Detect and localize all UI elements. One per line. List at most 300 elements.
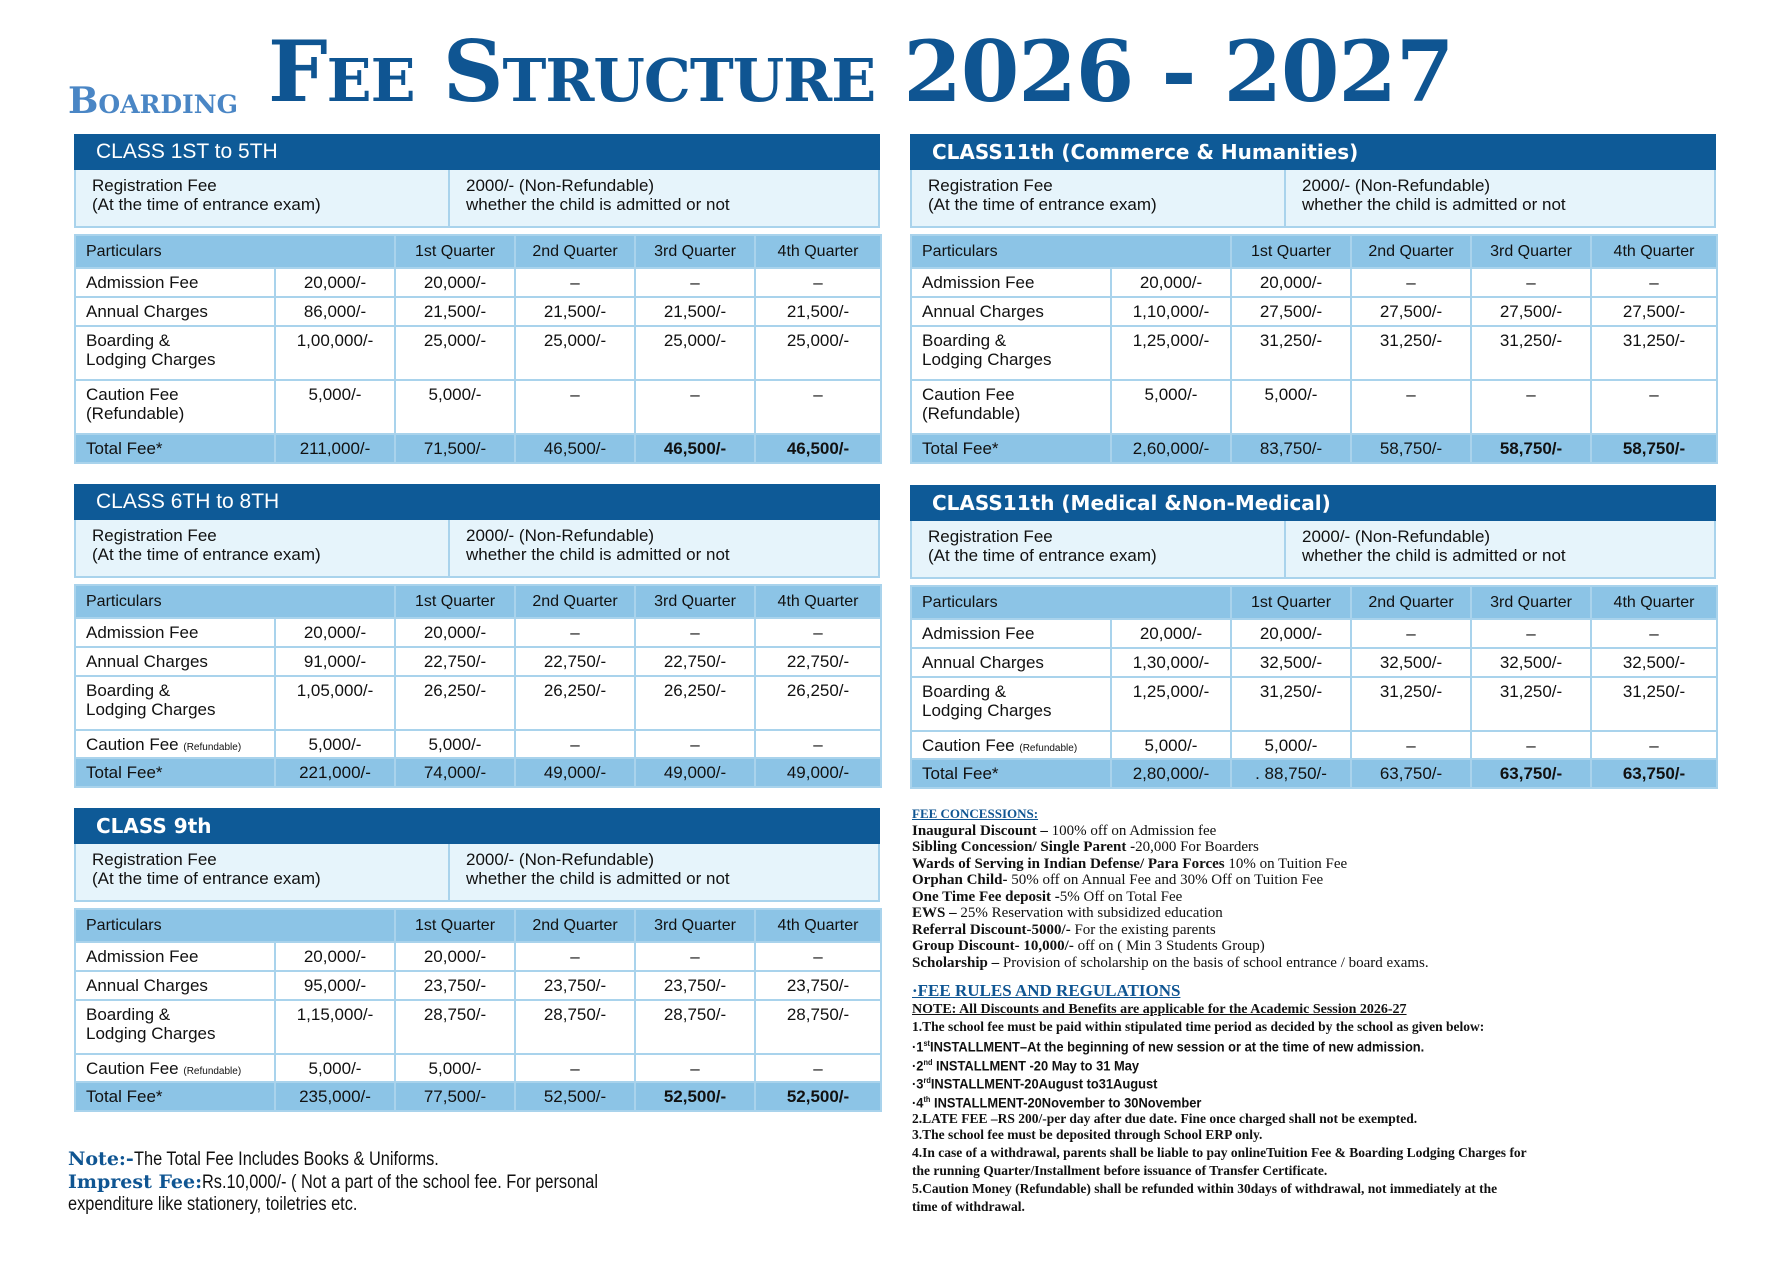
registration-label-line: Registration Fee — [92, 526, 217, 545]
row-label — [75, 676, 275, 730]
total-value: 49,000/- — [515, 758, 635, 787]
block-title: CLASS11th (Medical &Non-Medical) — [910, 485, 1716, 521]
row-label-note: (Refundable) — [1019, 743, 1078, 754]
registration-label — [76, 844, 450, 900]
row-label-line: Admission Fee — [922, 624, 1035, 643]
row-label — [75, 942, 275, 971]
table-row — [911, 326, 1717, 380]
registration-label-line: (At the time of entrance exam) — [92, 869, 321, 888]
row-value: – — [635, 268, 755, 297]
registration-value-line: 2000/- (Non-Refundable) — [466, 176, 655, 195]
installment-list — [912, 1036, 1752, 1111]
header-quarter-4: 4th Quarter — [1591, 235, 1717, 268]
fee-notes — [68, 1148, 663, 1216]
fee-block-class-11-commerce — [910, 134, 1716, 464]
row-value: – — [1591, 380, 1717, 434]
row-value: – — [635, 730, 755, 758]
registration-label — [912, 170, 1286, 226]
fee-table — [74, 234, 882, 464]
row-value: 31,250/- — [1471, 326, 1591, 380]
row-value: 32,500/- — [1591, 648, 1717, 677]
header-quarter-2: 2nd Quarter — [1351, 235, 1471, 268]
fee-table — [74, 584, 882, 788]
row-value: – — [1591, 731, 1717, 759]
row-value: 25,000/- — [635, 326, 755, 380]
block-title: CLASS11th (Commerce & Humanities) — [910, 134, 1716, 170]
row-value: 5,000/- — [395, 1054, 515, 1082]
fee-rules — [912, 980, 1752, 1216]
row-label — [75, 297, 275, 326]
row-value: 5,000/- — [1111, 731, 1231, 759]
row-value: 32,500/- — [1471, 648, 1591, 677]
imprest-line-2 — [68, 1194, 663, 1216]
header-particulars: Particulars — [75, 235, 395, 268]
registration-label-line: Registration Fee — [92, 176, 217, 195]
concession-item — [912, 823, 1752, 840]
rule-1: 1.The school fee must be paid within stipulated time period as decided by the school as given below: — [912, 1019, 1485, 1034]
registration-value-line: whether the child is admitted or not — [1302, 546, 1566, 565]
fee-table — [910, 234, 1718, 464]
row-label-line: Lodging Charges — [86, 350, 216, 369]
header-quarter-4: 4th Quarter — [1591, 586, 1717, 619]
header-quarter-3: 3rd Quarter — [635, 909, 755, 942]
row-label-line: Boarding & — [922, 331, 1007, 350]
row-label — [75, 1054, 275, 1082]
installment-item — [912, 1073, 1685, 1092]
installment-ordinal: rd — [923, 1076, 931, 1086]
total-label: Total Fee* — [75, 1082, 275, 1111]
row-value: – — [755, 942, 881, 971]
row-value: 31,250/- — [1231, 677, 1351, 731]
header-particulars: Particulars — [911, 235, 1231, 268]
registration-label-line: Registration Fee — [928, 176, 1053, 195]
row-label-line: Lodging Charges — [86, 1024, 216, 1043]
header-particulars: Particulars — [75, 909, 395, 942]
concession-name: Sibling Concession/ Single Parent - — [912, 839, 1136, 855]
installment-number: ·1 — [912, 1038, 924, 1055]
header-particulars: Particulars — [911, 586, 1231, 619]
registration-value — [1286, 170, 1582, 226]
table-row — [911, 380, 1717, 434]
row-value: 20,000/- — [395, 268, 515, 297]
total-value: 2,80,000/- — [1111, 759, 1231, 788]
row-value: – — [1471, 731, 1591, 759]
installment-item — [912, 1055, 1685, 1074]
concession-item — [912, 955, 1752, 972]
row-value: 26,250/- — [755, 676, 881, 730]
row-value: – — [1591, 268, 1717, 297]
row-label-line: Admission Fee — [86, 273, 199, 292]
installment-item — [912, 1036, 1685, 1055]
total-value: 49,000/- — [635, 758, 755, 787]
table-row — [911, 648, 1717, 677]
row-label — [75, 380, 275, 434]
row-value: 1,25,000/- — [1111, 677, 1231, 731]
row-value: – — [1351, 268, 1471, 297]
row-value: 1,10,000/- — [1111, 297, 1231, 326]
row-value: – — [635, 380, 755, 434]
row-value: 91,000/- — [275, 647, 395, 676]
row-label-note: (Refundable) — [183, 1066, 242, 1077]
row-value: 1,00,000/- — [275, 326, 395, 380]
row-label — [911, 380, 1111, 434]
registration-value-line: 2000/- (Non-Refundable) — [466, 850, 655, 869]
total-label: Total Fee* — [911, 434, 1111, 463]
installment-number: ·2 — [912, 1057, 924, 1074]
block-title: CLASS 6TH to 8TH — [74, 484, 880, 520]
header-quarter-4: 4th Quarter — [755, 909, 881, 942]
imprest-text: Rs.10,000/- ( Not a part of the school fee. For personal — [202, 1172, 599, 1193]
row-label-line: Boarding & — [86, 331, 171, 350]
header-quarter-3: 3rd Quarter — [635, 585, 755, 618]
installment-text: INSTALLMENT-20August to31August — [930, 1075, 1158, 1092]
row-value: 5,000/- — [1231, 731, 1351, 759]
note-label: Note:- — [68, 1148, 134, 1170]
registration-label-line: (At the time of entrance exam) — [928, 195, 1157, 214]
row-label-line: Boarding & — [86, 1005, 171, 1024]
row-label-line: Annual Charges — [922, 653, 1044, 672]
row-label — [911, 619, 1111, 648]
concession-name: EWS – — [912, 905, 957, 921]
installment-text: INSTALLMENT-20November to 30November — [930, 1094, 1202, 1111]
table-row — [75, 676, 881, 730]
registration-value-line: whether the child is admitted or not — [1302, 195, 1566, 214]
table-row — [75, 942, 881, 971]
row-label-line: Lodging Charges — [86, 700, 216, 719]
concession-detail: For the existing parents — [1070, 921, 1216, 938]
total-label: Total Fee* — [75, 758, 275, 787]
row-value: 22,750/- — [635, 647, 755, 676]
row-value: 20,000/- — [275, 942, 395, 971]
total-value: 235,000/- — [275, 1082, 395, 1111]
header-quarter-1: 1st Quarter — [1231, 586, 1351, 619]
row-label-line: Admission Fee — [86, 947, 199, 966]
row-value: 28,750/- — [635, 1000, 755, 1054]
row-label-line: (Refundable) — [922, 404, 1021, 423]
registration-row — [74, 520, 880, 578]
row-value: 5,000/- — [275, 1054, 395, 1082]
row-value: 25,000/- — [755, 326, 881, 380]
header-quarter-3: 3rd Quarter — [635, 235, 755, 268]
table-row — [911, 677, 1717, 731]
rule-2: 2.LATE FEE –RS 200/-per day after due date. Fine once charged shall not be exempted. — [912, 1110, 1418, 1126]
installment-ordinal: nd — [923, 1057, 933, 1067]
row-value: 23,750/- — [635, 971, 755, 1000]
total-value: . 88,750/- — [1231, 759, 1351, 788]
fee-block-class-9 — [74, 808, 880, 1112]
total-row — [911, 759, 1717, 788]
concession-name: One Time Fee deposit - — [912, 888, 1060, 905]
total-value: 58,750/- — [1591, 434, 1717, 463]
total-value: 83,750/- — [1231, 434, 1351, 463]
registration-label — [76, 520, 450, 576]
concession-detail: 50% off on Annual Fee and 30% Off on Tuition Fee — [1007, 872, 1324, 888]
table-row — [911, 297, 1717, 326]
total-row — [75, 1082, 881, 1111]
table-header-row — [75, 585, 881, 618]
concession-item — [912, 856, 1752, 873]
row-value: – — [1471, 380, 1591, 434]
total-value: 74,000/- — [395, 758, 515, 787]
row-value: 26,250/- — [635, 676, 755, 730]
block-title: CLASS 1ST to 5TH — [74, 134, 880, 170]
concession-item — [912, 872, 1752, 889]
row-label-line: (Refundable) — [86, 404, 185, 423]
row-value: 25,000/- — [515, 326, 635, 380]
row-value: 27,500/- — [1231, 297, 1351, 326]
imprest-label: Imprest Fee: — [68, 1171, 203, 1193]
row-value: – — [755, 1054, 881, 1082]
rule-5b: time of withdrawal. — [912, 1198, 1025, 1214]
table-header-row — [75, 909, 881, 942]
table-row — [75, 268, 881, 297]
total-value: 71,500/- — [395, 434, 515, 463]
row-label-line: Annual Charges — [86, 652, 208, 671]
imprest-line — [68, 1171, 663, 1194]
table-header-row — [75, 235, 881, 268]
row-label-line: Annual Charges — [922, 302, 1044, 321]
row-value: 27,500/- — [1471, 297, 1591, 326]
table-row — [75, 971, 881, 1000]
registration-value-line: 2000/- (Non-Refundable) — [1302, 527, 1491, 546]
row-label — [75, 971, 275, 1000]
concession-detail: 100% off on Admission fee — [1047, 822, 1217, 839]
row-value: 5,000/- — [1111, 380, 1231, 434]
row-label-line: Boarding & — [86, 681, 171, 700]
row-value: – — [755, 268, 881, 297]
row-value: 31,250/- — [1591, 677, 1717, 731]
row-value: 95,000/- — [275, 971, 395, 1000]
registration-row — [74, 844, 880, 902]
registration-row — [910, 521, 1716, 579]
row-value: 28,750/- — [515, 1000, 635, 1054]
table-header-row — [911, 235, 1717, 268]
row-value: – — [515, 380, 635, 434]
row-label — [75, 647, 275, 676]
row-label — [911, 731, 1111, 759]
total-value: 52,500/- — [635, 1082, 755, 1111]
block-title: CLASS 9th — [74, 808, 880, 844]
header-quarter-2: 2nd Quarter — [515, 585, 635, 618]
rule-3: 3.The school fee must be deposited through School ERP only. — [912, 1126, 1263, 1142]
table-row — [75, 730, 881, 758]
concession-name: Orphan Child- — [912, 872, 1008, 888]
row-value: 5,000/- — [395, 380, 515, 434]
table-header-row — [911, 586, 1717, 619]
table-row — [75, 1000, 881, 1054]
total-value: 63,750/- — [1471, 759, 1591, 788]
row-value: 20,000/- — [275, 268, 395, 297]
rules-title: ·FEE RULES AND REGULATIONS — [912, 981, 1181, 1000]
installment-text: INSTALLMENT -20 May to 31 May — [932, 1057, 1140, 1074]
registration-label-line: Registration Fee — [928, 527, 1053, 546]
rule-4a: 4.In case of a withdrawal, parents shall be liable to pay onlineTuition Fee & Boarding Lodging Charges for — [912, 1144, 1527, 1160]
row-value: 20,000/- — [275, 618, 395, 647]
heading-boarding: Boarding — [68, 80, 238, 122]
row-value: 20,000/- — [1231, 619, 1351, 648]
header-particulars: Particulars — [75, 585, 395, 618]
row-value: 20,000/- — [395, 618, 515, 647]
row-label — [75, 268, 275, 297]
concession-name: Referral Discount-5000/- — [912, 921, 1071, 938]
row-value: 23,750/- — [395, 971, 515, 1000]
concession-detail: 25% Reservation with subsidized education — [956, 905, 1223, 921]
row-value: 21,500/- — [515, 297, 635, 326]
total-value: 58,750/- — [1471, 434, 1591, 463]
concession-detail: 10% on Tuition Fee — [1224, 855, 1348, 872]
concessions-list — [912, 823, 1752, 972]
row-label-line: Caution Fee — [922, 736, 1015, 755]
row-value: 27,500/- — [1351, 297, 1471, 326]
row-value: – — [1591, 619, 1717, 648]
total-value: 46,500/- — [635, 434, 755, 463]
installment-item — [912, 1092, 1685, 1111]
concession-item — [912, 922, 1752, 939]
fee-block-class-1-5 — [74, 134, 880, 464]
row-value: 31,250/- — [1351, 326, 1471, 380]
row-value: 31,250/- — [1231, 326, 1351, 380]
fee-block-class-11-medical — [910, 485, 1716, 789]
installment-text: INSTALLMENT–At the beginning of new session or at the time of new admission. — [930, 1038, 1425, 1055]
concession-item — [912, 905, 1752, 922]
row-value: 21,500/- — [635, 297, 755, 326]
row-label — [911, 326, 1111, 380]
row-value: 32,500/- — [1231, 648, 1351, 677]
row-label-line: Boarding & — [922, 682, 1007, 701]
row-value: 5,000/- — [1231, 380, 1351, 434]
header-quarter-3: 3rd Quarter — [1471, 586, 1591, 619]
row-value: 86,000/- — [275, 297, 395, 326]
row-value: 23,750/- — [515, 971, 635, 1000]
concession-detail: 20,000 For Boarders — [1135, 839, 1259, 855]
concession-item — [912, 839, 1752, 856]
header-quarter-2: 2nd Quarter — [1351, 586, 1471, 619]
header-quarter-3: 3rd Quarter — [1471, 235, 1591, 268]
row-label-line: Caution Fee — [86, 385, 179, 404]
total-value: 63,750/- — [1351, 759, 1471, 788]
total-row — [75, 758, 881, 787]
concessions-title: FEE CONCESSIONS: — [912, 806, 1039, 821]
concession-name: Inaugural Discount – — [912, 822, 1048, 839]
row-label-line: Caution Fee — [86, 735, 179, 754]
row-value: – — [755, 380, 881, 434]
row-value: 25,000/- — [395, 326, 515, 380]
row-value: – — [1471, 619, 1591, 648]
header-quarter-1: 1st Quarter — [1231, 235, 1351, 268]
concession-item — [912, 938, 1752, 955]
concession-name: Wards of Serving in Indian Defense/ Para Forces — [912, 855, 1225, 872]
row-label — [911, 268, 1111, 297]
registration-label-line: Registration Fee — [92, 850, 217, 869]
row-value: 27,500/- — [1591, 297, 1717, 326]
fee-block-class-6-8 — [74, 484, 880, 788]
row-value: 20,000/- — [1111, 619, 1231, 648]
registration-label-line: (At the time of entrance exam) — [928, 546, 1157, 565]
table-row — [75, 618, 881, 647]
table-row — [75, 297, 881, 326]
table-row — [911, 731, 1717, 759]
registration-value-line: whether the child is admitted or not — [466, 195, 730, 214]
row-value: 20,000/- — [395, 942, 515, 971]
row-value: 20,000/- — [1111, 268, 1231, 297]
row-value: 28,750/- — [395, 1000, 515, 1054]
row-value: 20,000/- — [1231, 268, 1351, 297]
total-row — [75, 434, 881, 463]
registration-label-line: (At the time of entrance exam) — [92, 545, 321, 564]
row-value: – — [755, 618, 881, 647]
fee-table — [910, 585, 1718, 789]
total-value: 2,60,000/- — [1111, 434, 1231, 463]
total-value: 52,500/- — [755, 1082, 881, 1111]
row-label-line: Lodging Charges — [922, 350, 1052, 369]
total-value: 46,500/- — [515, 434, 635, 463]
total-value: 63,750/- — [1591, 759, 1717, 788]
total-value: 221,000/- — [275, 758, 395, 787]
row-value: – — [1351, 731, 1471, 759]
row-value: 22,750/- — [395, 647, 515, 676]
header-quarter-1: 1st Quarter — [395, 235, 515, 268]
row-label-line: Admission Fee — [86, 623, 199, 642]
installment-ordinal: th — [923, 1094, 931, 1104]
note-text: The Total Fee Includes Books & Uniforms. — [133, 1149, 439, 1170]
row-label — [75, 730, 275, 758]
row-value: 22,750/- — [515, 647, 635, 676]
row-value: – — [515, 942, 635, 971]
registration-row — [74, 170, 880, 228]
table-row — [911, 268, 1717, 297]
row-value: 1,30,000/- — [1111, 648, 1231, 677]
total-value: 49,000/- — [755, 758, 881, 787]
total-label: Total Fee* — [75, 434, 275, 463]
row-value: 21,500/- — [755, 297, 881, 326]
row-label-line: Caution Fee — [922, 385, 1015, 404]
row-value: – — [635, 1054, 755, 1082]
fee-concessions — [912, 806, 1752, 971]
concession-name: Group Discount- 10,000/- — [912, 938, 1074, 954]
fee-table — [74, 908, 882, 1112]
registration-value-line: whether the child is admitted or not — [466, 869, 730, 888]
header-quarter-2: 2nd Quarter — [515, 235, 635, 268]
registration-label — [76, 170, 450, 226]
row-value: 22,750/- — [755, 647, 881, 676]
row-value: 5,000/- — [395, 730, 515, 758]
table-row — [75, 326, 881, 380]
rule-4b: the running Quarter/Installment before issuance of Transfer Certificate. — [912, 1162, 1328, 1178]
row-value: 31,250/- — [1471, 677, 1591, 731]
registration-value — [1286, 521, 1582, 577]
row-value: 5,000/- — [275, 730, 395, 758]
row-value: 26,250/- — [515, 676, 635, 730]
total-row — [911, 434, 1717, 463]
row-value: 1,05,000/- — [275, 676, 395, 730]
note-line — [68, 1148, 663, 1171]
installment-ordinal: st — [923, 1039, 931, 1048]
concession-item — [912, 889, 1752, 906]
row-value: 32,500/- — [1351, 648, 1471, 677]
registration-value-line: 2000/- (Non-Refundable) — [1302, 176, 1491, 195]
total-label: Total Fee* — [911, 759, 1111, 788]
header-quarter-1: 1st Quarter — [395, 909, 515, 942]
registration-value-line: whether the child is admitted or not — [466, 545, 730, 564]
total-value: 211,000/- — [275, 434, 395, 463]
heading-title: Fee Structure 2026 - 2027 — [268, 22, 1454, 121]
row-value: 28,750/- — [755, 1000, 881, 1054]
rule-5a: 5.Caution Money (Refundable) shall be refunded within 30days of withdrawal, not immediately at the — [912, 1180, 1498, 1196]
table-row — [75, 380, 881, 434]
row-value: 1,25,000/- — [1111, 326, 1231, 380]
row-value: 1,15,000/- — [275, 1000, 395, 1054]
row-value: – — [515, 268, 635, 297]
